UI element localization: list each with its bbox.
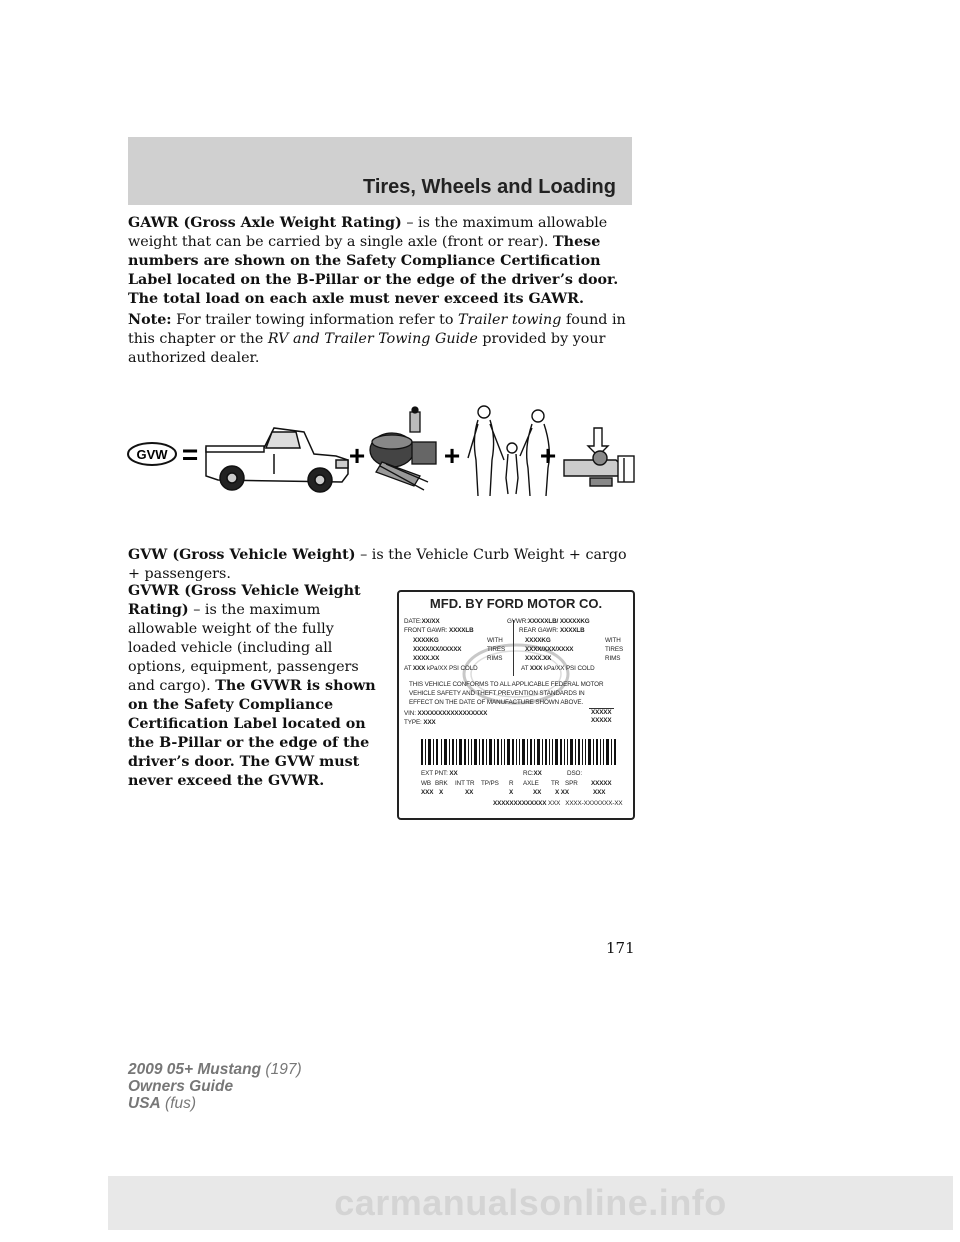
axle-label: AXLE [523, 780, 539, 787]
rear-pressure-row: AT XXX kPa/XX PSI COLD [521, 665, 595, 672]
footer-line-1: 2009 05+ Mustang (197) [128, 1061, 302, 1078]
rear-gawr-row: REAR GAWR: XXXXLB [519, 627, 585, 634]
spr-value: XXX [593, 789, 606, 796]
tp-ps-label: TP/PS [481, 780, 499, 787]
document-footer [128, 1061, 302, 1112]
front-rim: XXXX.XX [413, 655, 440, 662]
section-title: Tires, Wheels and Loading [362, 176, 616, 198]
label-title: MFD. BY FORD MOTOR CO. [429, 596, 603, 611]
gvw-badge [128, 443, 176, 465]
gawr-text: – is the maximum allowable weight that can be carried by a single axle (front or rear). [128, 215, 608, 250]
gvw-term: GVW (Gross Vehicle Weight) [128, 547, 356, 563]
cargo-icon [370, 407, 436, 490]
rear-with: WITH [605, 637, 621, 644]
int-tr-value: XX [465, 789, 474, 796]
wb-label: WB [421, 780, 431, 787]
label-divider [513, 620, 514, 676]
gvwr-text: – is the maximum allowable weight of the fully loaded vehicle (including all options, equipment, passengers and cargo). [128, 602, 359, 694]
front-with: WITH [487, 637, 503, 644]
rear-rim: XXXX.XX [525, 655, 552, 662]
front-pressure-row: AT XXX kPa/XX PSI COLD [404, 665, 478, 672]
gvwr-paragraph [128, 582, 380, 791]
plus-sign-2: + [443, 440, 461, 471]
rc-row: RC:XX [523, 770, 542, 777]
bottom-codes: XXXXXXXXXXXXX XXX XXXX-XXXXXXX-XX [493, 800, 623, 807]
front-tires-label: TIRES [487, 646, 506, 653]
section-header [128, 137, 632, 205]
gvw-badge-text: GVW [136, 447, 168, 462]
tr-value: X XX [555, 789, 569, 796]
gawr-paragraph [128, 214, 632, 309]
vin-barcode [421, 739, 617, 765]
front-tire: XXXX/XX/XXXXX [413, 646, 462, 653]
gvw-paragraph [128, 546, 632, 584]
towing-guide-reference: RV and Trailer Towing Guide [267, 331, 478, 347]
equals-sign: = [181, 439, 199, 470]
gvwr-term: GVWR (Gross Vehicle Weight Rating) [128, 583, 361, 618]
note-paragraph [128, 311, 632, 368]
conform-line-1: THIS VEHICLE CONFORMS TO ALL APPLICABLE FEDERAL MOTOR [409, 681, 604, 688]
plus-sign-1: + [348, 440, 366, 471]
front-kg: XXXXKG [413, 637, 439, 644]
r-value: X [509, 789, 514, 796]
wb-value: XXX [421, 789, 434, 796]
gawr-bold-text: These numbers are shown on the Safety Compliance Certification Label located on the B-Pillar or the edge of the driver’s door. The total load on each axle must never exceed its GAWR. [128, 234, 619, 307]
gawr-term: GAWR (Gross Axle Weight Rating) [128, 215, 402, 231]
passengers-icon [468, 406, 549, 496]
r-label: R [509, 780, 514, 787]
page-number: 171 [606, 939, 635, 957]
gvw-text: – is the Vehicle Curb Weight + cargo + passengers. [128, 547, 627, 582]
gvwr-row: GVWR:XXXXXLB/ XXXXXKG [507, 618, 590, 625]
ext-pnt-row: EXT PNT: XX [421, 770, 458, 777]
tr-label: TR [551, 780, 560, 787]
footer-line-3: USA (fus) [128, 1095, 197, 1112]
trailer-hitch-icon [564, 428, 634, 486]
trailer-towing-reference: Trailer towing [458, 312, 562, 328]
note-text-2: found in this chapter or the [128, 312, 626, 347]
site-watermark: carmanualsonline.info [108, 1176, 953, 1230]
gvwr-bold-text: The GVWR is shown on the Safety Compliance Certification Label located on the B-Pillar or the edge of the driver’s door. The GVW must never exceed the GVWR. [128, 678, 376, 789]
gvw-illustration [124, 398, 636, 510]
pickup-truck-icon [206, 428, 348, 492]
note-text-3: provided by your authorized dealer. [128, 331, 606, 366]
note-text-1: For trailer towing information refer to [171, 312, 459, 328]
rear-rims-label: RIMS [605, 655, 621, 662]
plus-sign-3: + [539, 440, 557, 471]
axle-value: XX [533, 789, 542, 796]
type-row: TYPE: XXX [404, 719, 436, 726]
note-label: Note: [128, 312, 172, 328]
front-gawr-row: FRONT GAWR: XXXXLB [404, 627, 474, 634]
brk-value: X [439, 789, 444, 796]
conform-line-3: EFFECT ON THE DATE OF MANUFACTURE SHOWN ABOVE. [409, 699, 584, 706]
safety-certification-label [397, 590, 635, 820]
spr-label: SPR [565, 780, 578, 787]
row-end-code: XXXXX [591, 780, 612, 787]
date-row: DATE:XX/XX [404, 618, 440, 625]
front-rims-label: RIMS [487, 655, 503, 662]
side-code-1: XXXXX [591, 709, 612, 716]
conform-line-2: VEHICLE SAFETY AND THEFT PREVENTION STANDARDS IN [409, 690, 585, 697]
int-tr-label: INT TR [455, 780, 475, 787]
dso-label: DSO: [567, 770, 582, 777]
rear-kg: XXXXKG [525, 637, 551, 644]
rear-tires-label: TIRES [605, 646, 624, 653]
footer-line-2: Owners Guide [128, 1078, 234, 1095]
brk-label: BRK [435, 780, 448, 787]
side-code-2: XXXXX [591, 717, 612, 724]
vin-row: VIN: XXXXXXXXXXXXXXXXX [404, 710, 488, 717]
rear-tire: XXXX/XXX/XXXX [525, 646, 574, 653]
